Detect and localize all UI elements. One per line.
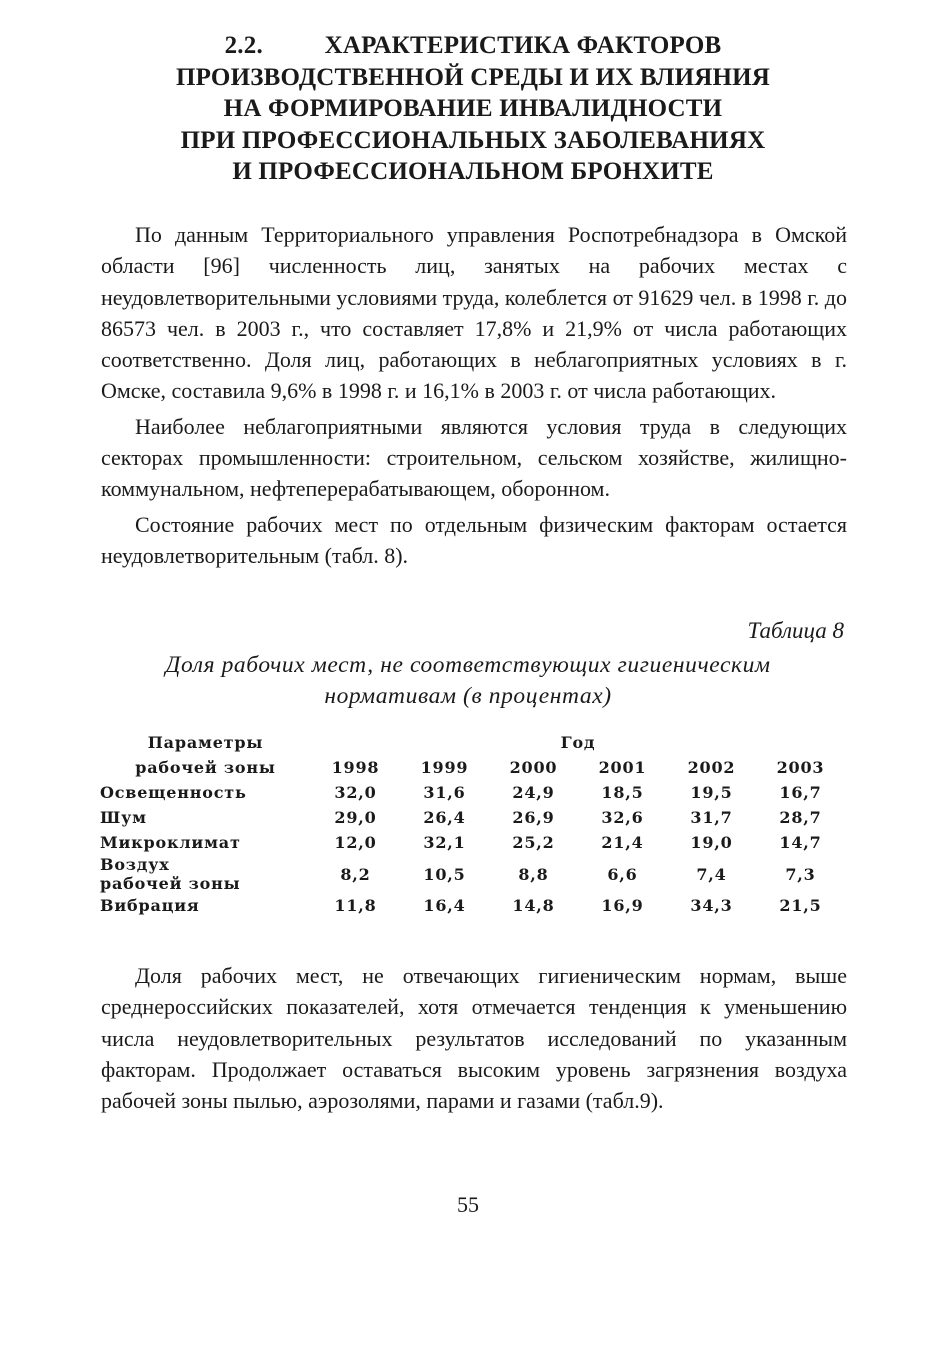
table-header-row-1 [100,730,845,755]
value-cell: 12,0 [334,833,377,852]
row-label: Освещенность [100,783,247,802]
row-label: Вибрация [100,896,200,915]
value-cell: 8,2 [340,864,371,884]
value-cell: 29,0 [334,808,377,827]
value-cell: 26,9 [512,808,555,827]
row-label-line-2: рабочей зоны [100,874,241,893]
value-cell: 18,5 [601,783,644,802]
value-cell: 7,4 [696,864,727,884]
year-cell: 1998 [331,758,380,777]
value-cell: 31,6 [423,783,466,802]
value-cell: 26,4 [423,808,466,827]
closing-text [101,960,847,1120]
heading-line-2: ПРОИЗВОДСТВЕННОЙ СРЕДЫ И ИХ ВЛИЯНИЯ [175,63,771,91]
year-header: Год [560,733,596,752]
intro-text [101,219,847,575]
table-row [100,855,845,893]
row-label: Шум [100,808,147,827]
table-row [100,805,845,830]
table-row [100,893,845,918]
year-cell: 2002 [687,758,736,777]
value-cell: 16,7 [779,783,822,802]
param-header-sub: рабочей зоны [135,758,276,777]
value-cell: 21,4 [601,833,644,852]
value-cell: 14,7 [779,833,822,852]
heading-line-5: И ПРОФЕССИОНАЛЬНОМ БРОНХИТЕ [232,158,714,185]
value-cell: 19,0 [690,833,733,852]
year-cell: 1999 [420,758,469,777]
paragraph-3: Состояние рабочих мест по отдельным физическим факторам остается неудовлетворительным (табл. 8). [101,511,847,568]
paragraph-2: Наиболее неблагоприятными являются условия труда в следующих секторах промышленности: строительном, сельском хозяйстве, жилищно-коммунальном, нефтеперерабатывающем, оборонном. [101,413,847,502]
row-label-line-1: Воздух [100,855,170,874]
value-cell: 31,7 [690,808,733,827]
value-cell: 19,5 [690,783,733,802]
value-cell: 32,0 [334,783,377,802]
table-row [100,830,845,855]
page-number: 55 [457,1192,479,1217]
table-row [100,780,845,805]
value-cell: 16,9 [601,896,644,915]
heading-line-4: ПРИ ПРОФЕССИОНАЛЬНЫХ ЗАБОЛЕВАНИЯХ [180,126,766,154]
year-cell: 2001 [598,758,647,777]
table-label: Таблица 8 [747,618,844,643]
table-caption-line-1: Доля рабочих мест, не соответствующих гигиеническим [165,652,771,678]
value-cell: 25,2 [512,833,555,852]
value-cell: 32,6 [601,808,644,827]
data-table [100,730,845,918]
table-header-row-2 [100,755,845,780]
paragraph-1: По данным Территориального управления Роспотребнадзора в Омской области [96] численность лиц, занятых на рабочих местах с неудовлетворительными условиями труда, колеблется от 91629 чел. в 1998 г. до 86573 чел. в 2003 г., что составляет 17,8% и 21,9% от числа работающих соответственно. Доля лиц, работающих в неблагоприятных условиях в г. Омске, составила 9,6% в 1998 г. и 16,1% в 2003 г. от числа работающих. [101,222,847,404]
value-cell: 24,9 [512,783,555,802]
section-heading [100,30,846,188]
row-label [100,855,311,893]
table-caption-line-2: нормативам (в процентах) [324,683,612,709]
value-cell: 10,5 [423,864,466,884]
year-cell: 2000 [509,758,558,777]
value-cell: 16,4 [423,896,466,915]
heading-line-3: НА ФОРМИРОВАНИЕ ИНВАЛИДНОСТИ [223,95,723,122]
value-cell: 6,6 [607,864,638,884]
value-cell: 34,3 [690,896,733,915]
param-header: Параметры [147,733,264,752]
value-cell: 21,5 [779,896,822,915]
row-label: Микроклимат [100,833,241,852]
value-cell: 7,3 [785,864,816,884]
value-cell: 28,7 [779,808,822,827]
value-cell: 32,1 [423,833,466,852]
paragraph-4: Доля рабочих мест, не отвечающих гигиеническим нормам, выше среднероссийских показателей, хотя отмечается тенденция к уменьшению числа неудовлетворительных результатов исследований по указанным факторам. Продолжает оставаться высоким уровень загрязнения воздуха рабочей зоны пылью, аэрозолями, парами и газами (табл.9). [101,963,847,1114]
value-cell: 14,8 [512,896,555,915]
heading-line-1: 2.2. ХАРАКТЕРИСТИКА ФАКТОРОВ [100,30,846,62]
section-number: 2.2. [224,32,263,59]
table-caption [100,650,836,712]
value-cell: 8,8 [518,864,549,884]
value-cell: 11,8 [334,896,377,915]
year-cell: 2003 [776,758,825,777]
